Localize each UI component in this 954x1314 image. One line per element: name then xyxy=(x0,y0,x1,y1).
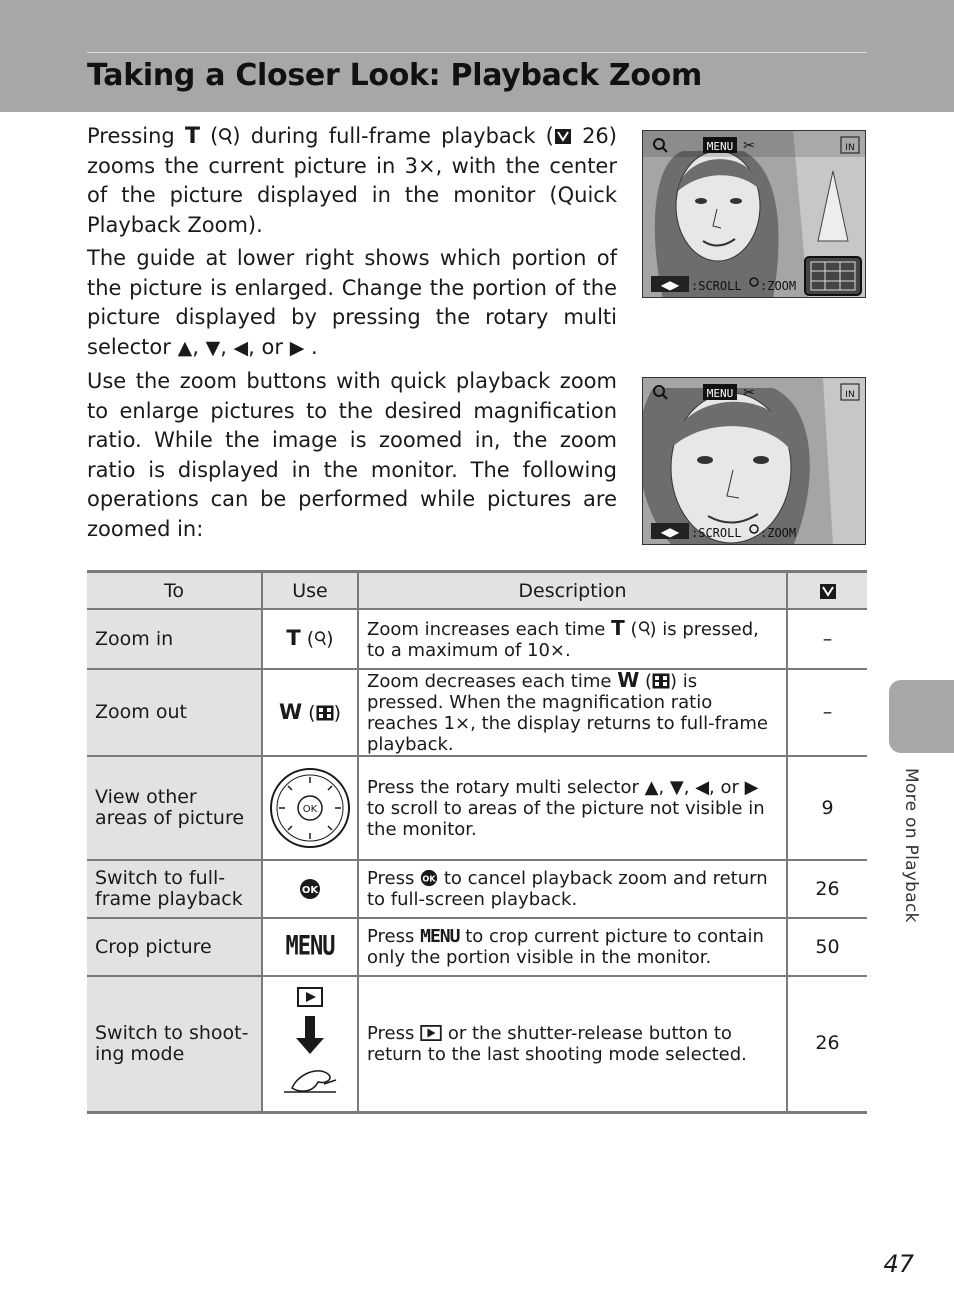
menu-label: MENU xyxy=(706,140,734,153)
wide-button-icon: W xyxy=(278,699,303,724)
left-arrow-icon: ◀ xyxy=(695,776,710,798)
intro-paragraph: Pressing T ( ) during full-frame playback ( 26) zooms the current picture in 3×, with the center of the picture displayed in the monitor (Quick Playback Zoom). xyxy=(87,124,617,237)
row-page: 26 xyxy=(787,976,867,1112)
svg-text:OK: OK xyxy=(422,873,436,884)
intro-text-b: during full-frame playback ( xyxy=(250,124,554,148)
row-use xyxy=(262,976,358,1112)
row-action: Switch to shooting mode xyxy=(87,976,262,1112)
row-description xyxy=(358,976,787,1112)
desc-text-b: or the shutter-release button to return to the last shooting mode selected. xyxy=(367,1022,747,1065)
tele-button-icon: T xyxy=(611,615,625,640)
row-use xyxy=(262,756,358,860)
ok-button-icon xyxy=(420,869,438,887)
row-page: – xyxy=(787,669,867,756)
table-row xyxy=(87,918,867,976)
section-tab xyxy=(889,680,954,753)
multi-selector-icon: ◀▶ xyxy=(660,278,680,292)
row-description xyxy=(358,918,787,976)
row-action: View other areas of picture xyxy=(87,756,262,860)
magnifier-plus-icon xyxy=(314,630,326,647)
position-guide xyxy=(805,257,861,295)
row-action: Crop picture xyxy=(87,918,262,976)
rotary-multi-selector-icon xyxy=(268,766,352,850)
monitor-screenshot-quick-zoom xyxy=(642,130,866,298)
intro-text-c: 26) zooms the current picture in 3×, with the center of the picture displayed in the monitor (Quick Playback Zoom). xyxy=(87,124,617,237)
header-to: To xyxy=(87,572,262,610)
desc-text-a: Zoom increases each time xyxy=(367,618,606,640)
row-description: Zoom decreases each time W ( ) is pressed. When the magnification ratio reaches 1×, the display returns to full-frame playback. xyxy=(358,669,787,756)
header-reference xyxy=(787,572,867,610)
menu-button-icon: MENU xyxy=(420,926,460,947)
multi-selector-icon: ◀▶ xyxy=(660,525,680,539)
desc-text-b: to cancel playback zoom and return to full-screen playback. xyxy=(367,868,768,910)
reference-mark-icon xyxy=(819,582,837,600)
portrait-illustration xyxy=(643,131,866,298)
up-arrow-icon: ▲ xyxy=(177,336,193,359)
header-band xyxy=(0,0,954,112)
desc-text-b: is pressed. When the magnification ratio reaches 1×, the display returns to full-frame playback. xyxy=(367,671,769,755)
zoom-label: :ZOOM xyxy=(760,279,797,293)
row-use xyxy=(262,918,358,976)
table-header-row xyxy=(87,572,867,610)
row-page: – xyxy=(787,609,867,669)
row-action: Switch to full-frame playback xyxy=(87,860,262,918)
right-arrow-icon: ▶ xyxy=(289,336,305,359)
wide-button-icon: W xyxy=(617,668,640,692)
intro-text-a: Pressing xyxy=(87,124,175,148)
row-action: Zoom in xyxy=(87,609,262,669)
header-description: Description xyxy=(358,572,787,610)
desc-text-b: is pressed, to a maximum of 10×. xyxy=(367,618,759,661)
table-row xyxy=(87,669,867,756)
internal-memory-icon: IN xyxy=(845,143,855,153)
header-use: Use xyxy=(262,572,358,610)
section-label: More on Playback xyxy=(901,768,921,923)
operations-paragraph: Use the zoom buttons with quick playback zoom to enlarge pictures to the desired magnification ratio. While the image is zoomed in, the zoom ratio is displayed in the monitor. The following operations can be performed while pictures are zoomed in: xyxy=(87,369,617,541)
row-action: Zoom out xyxy=(87,669,262,756)
right-arrow-icon: ▶ xyxy=(744,776,759,798)
guide-paragraph: The guide at lower right shows which portion of the picture is enlarged. Change the portion of the picture displayed by pressing the rotary multi selector ▲, ▼, ◀, or ▶ . xyxy=(87,246,617,359)
guide-text-b: , or xyxy=(248,334,284,359)
row-use: T ( ) xyxy=(262,609,358,669)
row-page: 26 xyxy=(787,860,867,918)
down-arrow-icon: ▼ xyxy=(205,336,221,359)
magnifier-plus-icon xyxy=(218,127,232,146)
desc-text-a: Press xyxy=(367,1022,415,1044)
playback-to-shutter-icon xyxy=(278,984,342,1104)
zoom-label: :ZOOM xyxy=(760,526,797,540)
scissors-icon: ✂ xyxy=(743,138,755,154)
row-description: Zoom increases each time T ( ) is pressed, to a maximum of 10×. xyxy=(358,609,787,669)
desc-text-b: , or xyxy=(709,776,739,798)
thumbnail-grid-icon xyxy=(316,705,334,721)
menu-label: MENU xyxy=(706,387,734,400)
internal-memory-icon: IN xyxy=(845,390,855,400)
row-use: W ( ) xyxy=(262,669,358,756)
desc-text-a: Press xyxy=(367,926,415,947)
desc-text-c: to scroll to areas of the picture not visible in the monitor. xyxy=(367,797,765,840)
reference-mark-icon xyxy=(554,127,572,145)
svg-text:OK: OK xyxy=(301,885,319,896)
row-description xyxy=(358,860,787,918)
tele-button-icon: T xyxy=(184,124,200,149)
header-rule xyxy=(87,52,867,53)
down-arrow-icon: ▼ xyxy=(669,776,684,798)
monitor-screenshot-zoomed xyxy=(642,377,866,545)
page-title: Taking a Closer Look: Playback Zoom xyxy=(87,58,702,93)
guide-text-a: The guide at lower right shows which portion of the picture is enlarged. Change the portion of the picture displayed by pressing the rotary multi selector xyxy=(87,246,617,359)
scissors-icon: ✂ xyxy=(743,385,755,401)
desc-text-a: Press the rotary multi selector xyxy=(367,776,639,798)
up-arrow-icon: ▲ xyxy=(644,776,659,798)
row-description: Press the rotary multi selector ▲, ▼, ◀, or ▶ to scroll to areas of the picture not visible in the monitor. xyxy=(358,756,787,860)
row-use xyxy=(262,860,358,918)
desc-text-b: to crop current picture to contain only the portion visible in the monitor. xyxy=(367,926,764,968)
magnifier-plus-icon xyxy=(638,620,650,637)
scroll-label: :SCROLL xyxy=(691,526,742,540)
ok-button-icon xyxy=(299,878,321,900)
svg-text:OK: OK xyxy=(302,804,318,815)
tele-button-icon: T xyxy=(286,626,301,650)
row-page: 9 xyxy=(787,756,867,860)
desc-text-a: Press xyxy=(367,868,415,889)
playback-button-icon xyxy=(420,1025,442,1041)
table-row xyxy=(87,609,867,669)
portrait-illustration-zoomed xyxy=(643,378,866,545)
menu-button-icon: MENU xyxy=(285,931,335,962)
operations-table xyxy=(87,570,867,1114)
table-row xyxy=(87,860,867,918)
scroll-label: :SCROLL xyxy=(691,279,742,293)
thumbnail-grid-icon xyxy=(652,673,670,689)
page-number: 47 xyxy=(883,1250,914,1278)
left-arrow-icon: ◀ xyxy=(233,336,249,359)
row-page: 50 xyxy=(787,918,867,976)
table-row xyxy=(87,976,867,1112)
desc-text-a: Zoom decreases each time xyxy=(367,671,612,692)
table-row xyxy=(87,756,867,860)
